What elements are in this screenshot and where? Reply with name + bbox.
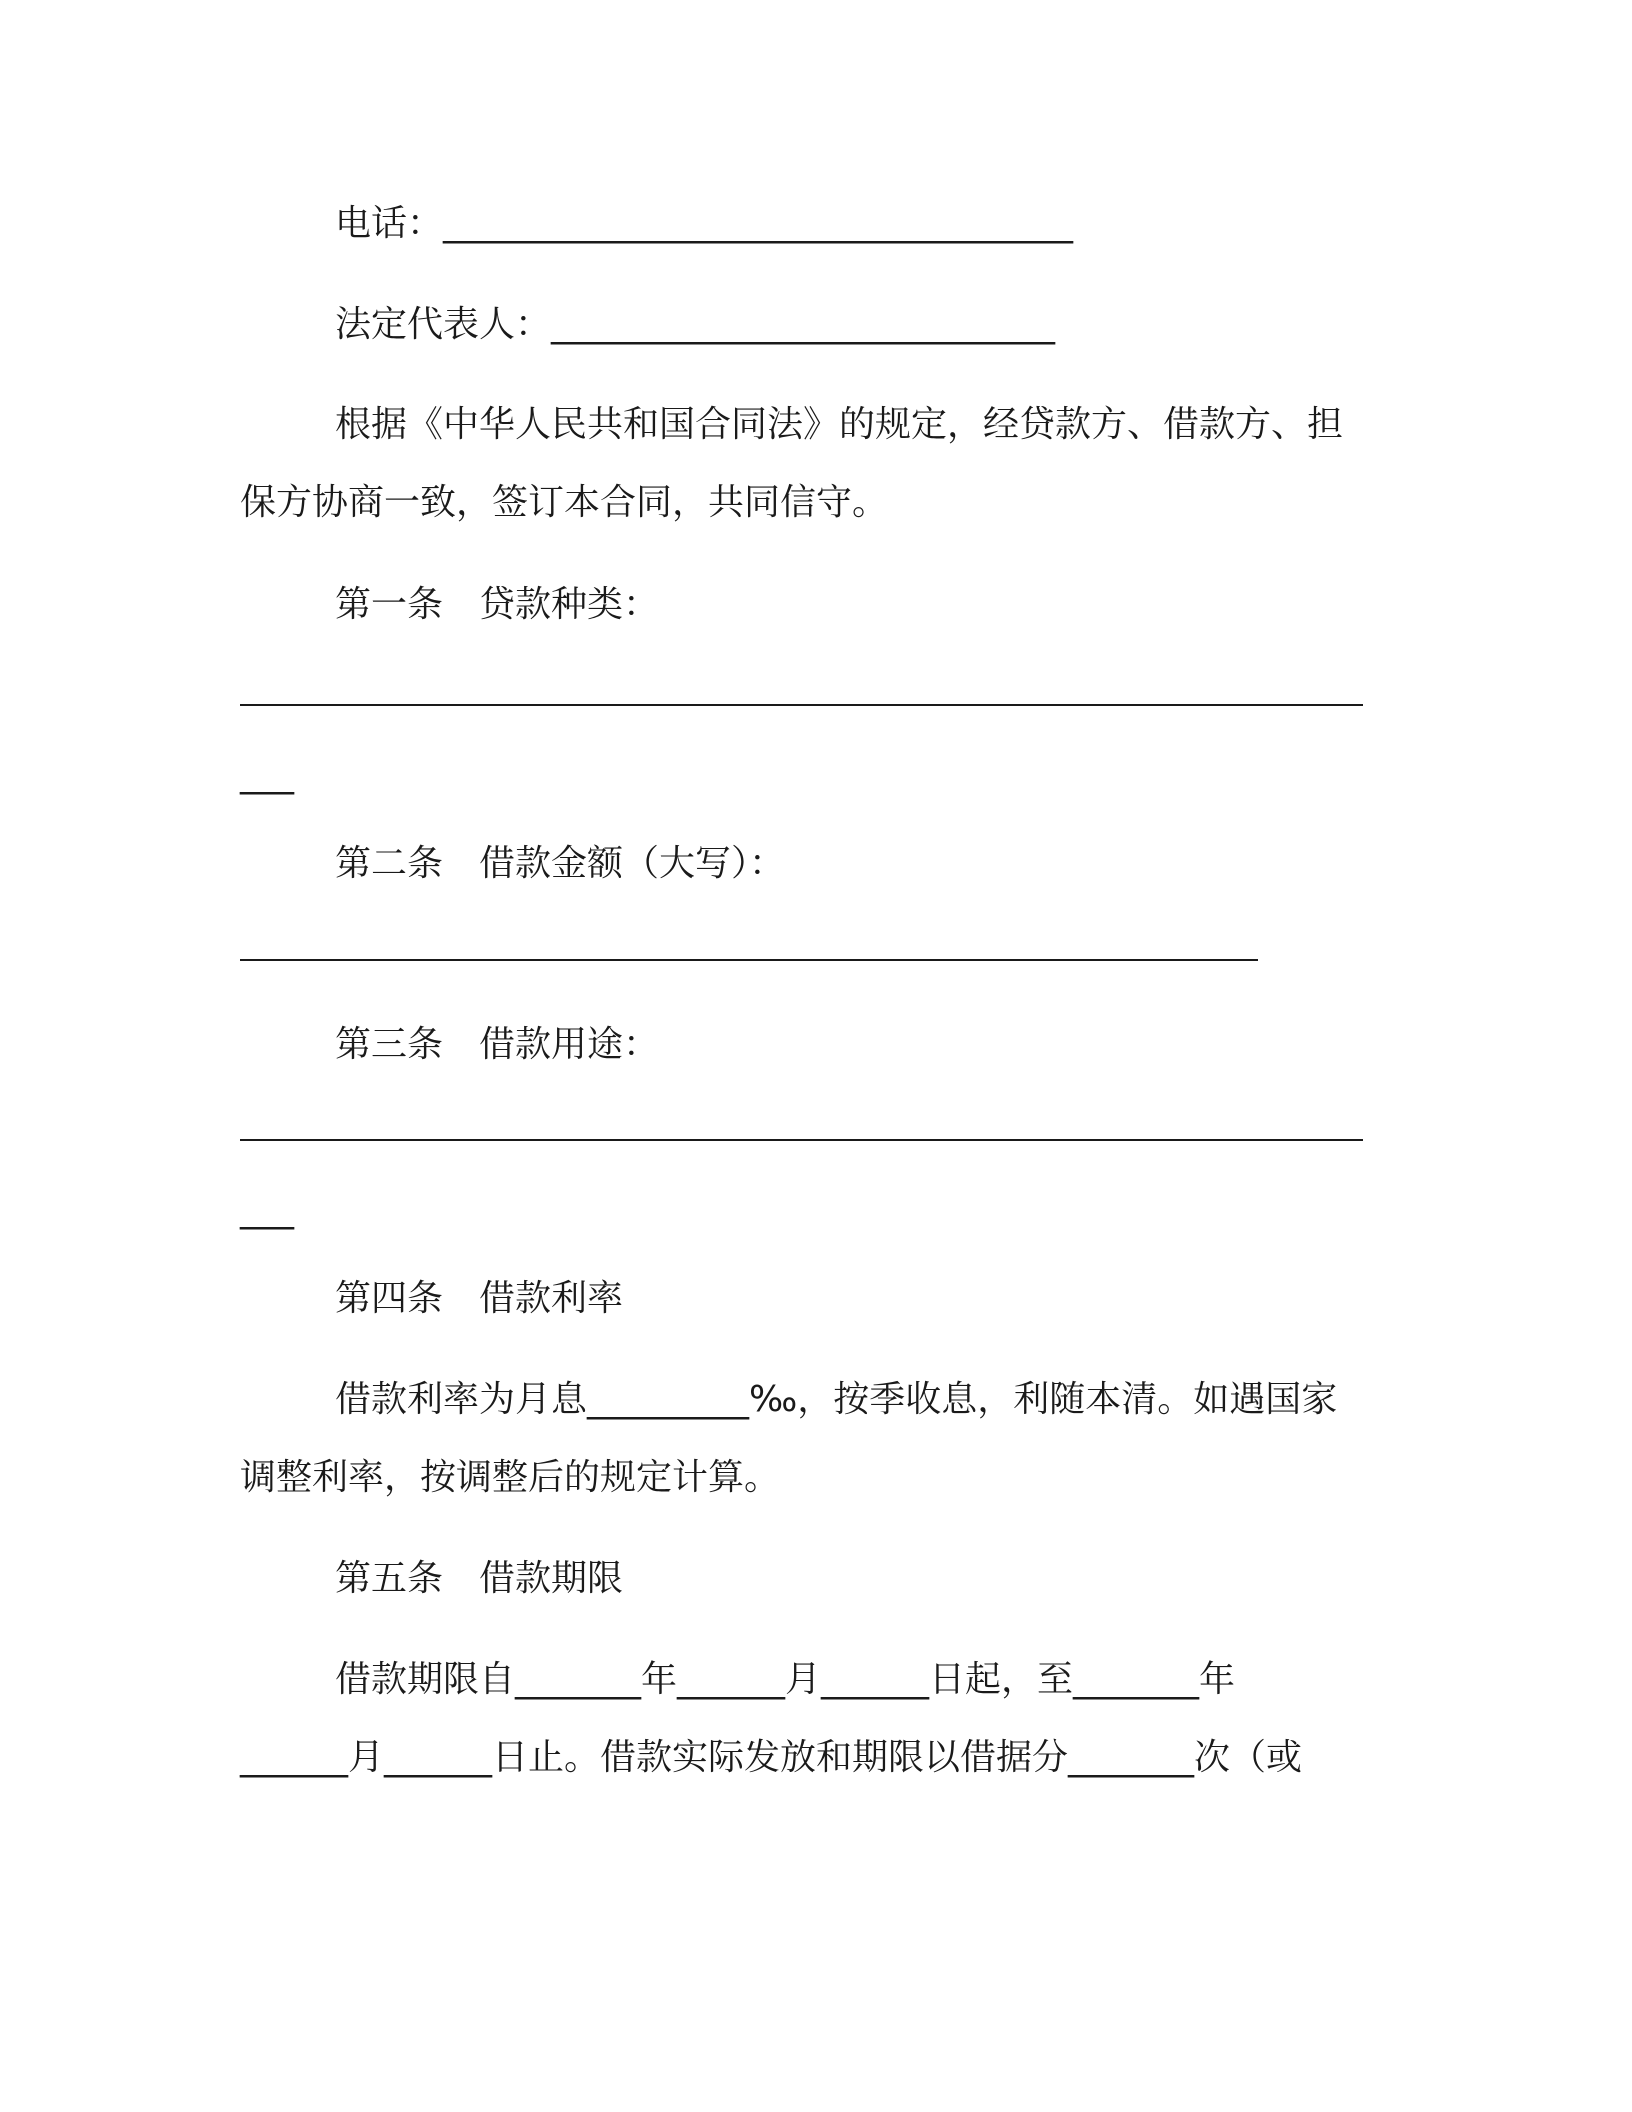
article-1-blank-rule — [240, 704, 1363, 706]
article-4-title: 第四条 借款利率 — [335, 1278, 624, 1319]
article-2-blank-rule — [240, 959, 1258, 961]
article-1-blank-tail: ___ — [240, 754, 294, 795]
article-4-body-line-2: 调整利率，按调整后的规定计算。 — [240, 1457, 781, 1498]
article-4-body-line-1: 借款利率为月息_________‰，按季收息，利随本清。如遇国家 — [335, 1379, 1338, 1420]
article-3-blank-tail: ___ — [240, 1189, 294, 1230]
intro-paragraph-line-1: 根据《中华人民共和国合同法》的规定，经贷款方、借款方、担 — [335, 404, 1344, 445]
intro-paragraph-line-2: 保方协商一致，签订本合同，共同信守。 — [240, 482, 889, 523]
article-3-blank-rule — [240, 1139, 1363, 1141]
article-5-body-line-2: ______月______日止。借款实际发放和期限以借据分_______次（或 — [240, 1737, 1303, 1778]
article-3-title: 第三条 借款用途： — [335, 1024, 660, 1065]
article-2-title: 第二条 借款金额（大写）： — [335, 843, 786, 884]
article-5-title: 第五条 借款期限 — [335, 1558, 624, 1599]
legal-representative-line: 法定代表人：____________________________ — [335, 304, 1056, 345]
article-5-body-line-1: 借款期限自_______年______月______日起，至_______年 — [335, 1659, 1236, 1700]
phone-line: 电话：___________________________________ — [335, 203, 1074, 244]
article-1-title: 第一条 贷款种类： — [335, 584, 660, 625]
